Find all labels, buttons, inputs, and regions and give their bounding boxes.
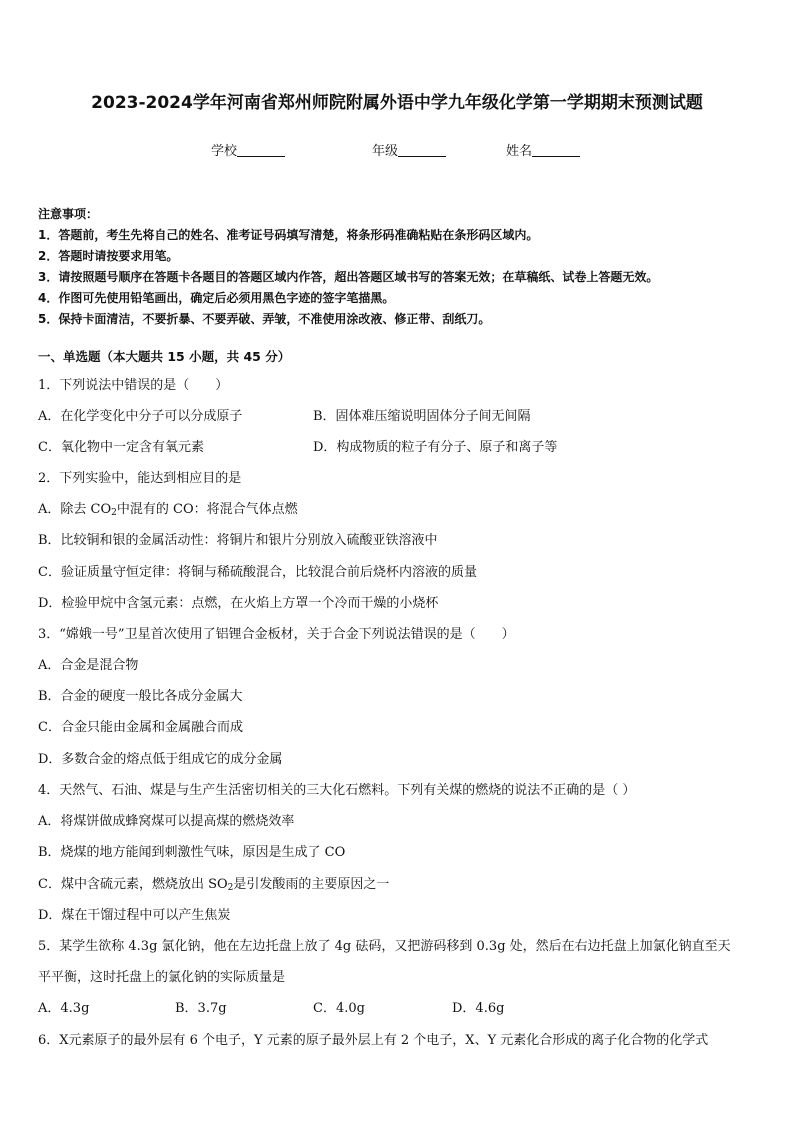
subscript: 2 [227, 883, 234, 893]
notice-item: 5．保持卡面清洁，不要折暴、不要弄破、弄皱，不准使用涂改液、修正带、刮纸刀。 [38, 312, 491, 326]
question-5-option-a: A．4.3g [38, 1001, 90, 1016]
question-1-option-a: A．在化学变化中分子可以分成原子 [38, 409, 243, 424]
notice-item: 2．答题时请按要求用笔。 [38, 249, 179, 263]
question-5-stem-line-1: 5．某学生欲称 4.3g 氯化钠，他在左边托盘上放了 4g 砝码，又把游码移到 0.3g 处，然后在右边托盘上加氯化钠直至天 [38, 939, 731, 954]
question-1-option-d: D．构成物质的粒子有分子、原子和离子等 [313, 440, 558, 455]
question-1-option-b: B．固体难压缩说明固体分子间无间隔 [313, 409, 531, 424]
notice-heading: 注意事项： [38, 207, 99, 221]
question-4-option-b: B．烧煤的地方能闻到刺激性气味，原因是生成了 CO [38, 845, 346, 860]
question-4-option-d: D．煤在干馏过程中可以产生焦炭 [38, 908, 231, 923]
section-heading: 一、单选题（本大题共 15 小题，共 45 分） [38, 349, 291, 364]
question-2-option-d: D．检验甲烷中含氢元素：点燃，在火焰上方罩一个冷而干燥的小烧杯 [38, 596, 439, 611]
question-3-stem: 3．“嫦娥一号”卫星首次使用了铝锂合金板材，关于合金下列说法错误的是（ ） [38, 627, 515, 642]
question-5-stem-line-2: 平平衡，这时托盘上的氯化钠的实际质量是 [38, 970, 286, 985]
question-2-option-a-text-1: A．除去 CO [38, 502, 112, 517]
grade-blank[interactable] [398, 143, 446, 157]
question-3-option-d: D．多数合金的熔点低于组成它的成分金属 [38, 752, 283, 767]
question-3-option-c: C．合金只能由金属和金属融合而成 [38, 720, 243, 735]
exam-title: 2023-2024学年河南省郑州师院附属外语中学九年级化学第一学期期末预测试题 [91, 93, 703, 113]
question-2-option-a [38, 498, 298, 518]
grade-field[interactable] [372, 140, 446, 159]
notice-block [38, 204, 768, 330]
question-4-stem: 4．天然气、石油、煤是与生产生活密切相关的三大化石燃料。下列有关煤的燃烧的说法不正确的是（ ） [38, 783, 636, 798]
question-5-option-b: B．3.7g [175, 1001, 227, 1016]
question-5-option-d: D．4.6g [452, 1001, 505, 1016]
question-6-stem: 6．X元素原子的最外层有 6 个电子，Y 元素的原子最外层上有 2 个电子，X、Y 元素化合形成的离子化合物的化学式 [38, 1033, 709, 1048]
name-field[interactable] [506, 140, 580, 159]
notice-item: 1．答题前，考生先将自己的姓名、准考证号码填写清楚，将条形码准确粘贴在条形码区域内。 [38, 228, 539, 242]
question-4-option-c [38, 873, 389, 893]
question-2-option-a-text-2: 中混有的 CO：将混合气体点燃 [116, 502, 298, 517]
question-3-option-b: B．合金的硬度一般比各成分金属大 [38, 689, 243, 704]
name-label: 姓名 [506, 144, 533, 159]
notice-item: 4．作图可先使用铅笔画出，确定后必须用黑色字迹的签字笔描黑。 [38, 291, 395, 305]
notice-item: 3．请按照题号顺序在答题卡各题目的答题区域内作答，超出答题区域书写的答案无效；在草稿纸、试卷上答题无效。 [38, 270, 659, 284]
question-2-option-b: B．比较铜和银的金属活动性：将铜片和银片分别放入硫酸亚铁溶液中 [38, 533, 438, 548]
school-label: 学校 [211, 144, 238, 159]
question-4-option-c-text-1: C．煤中含硫元素，燃烧放出 SO [38, 877, 228, 892]
name-blank[interactable] [532, 143, 580, 157]
question-1-option-c: C．氧化物中一定含有氧元素 [38, 440, 204, 455]
question-2-option-c: C．验证质量守恒定律：将铜与稀硫酸混合，比较混合前后烧杯内溶液的质量 [38, 565, 477, 580]
question-3-option-a: A．合金是混合物 [38, 658, 139, 673]
school-blank[interactable] [237, 143, 285, 157]
question-2-stem: 2．下列实验中，能达到相应目的是 [38, 471, 242, 486]
question-4-option-a: A．将煤饼做成蜂窝煤可以提高煤的燃烧效率 [38, 814, 295, 829]
grade-label: 年级 [372, 144, 399, 159]
student-info-row [0, 140, 794, 160]
question-4-option-c-text-2: 是引发酸雨的主要原因之一 [233, 877, 390, 892]
question-1-stem: 1．下列说法中错误的是（ ） [38, 378, 229, 393]
subscript: 2 [111, 508, 117, 518]
question-5-option-c: C．4.0g [313, 1001, 365, 1016]
school-field[interactable] [211, 140, 285, 159]
